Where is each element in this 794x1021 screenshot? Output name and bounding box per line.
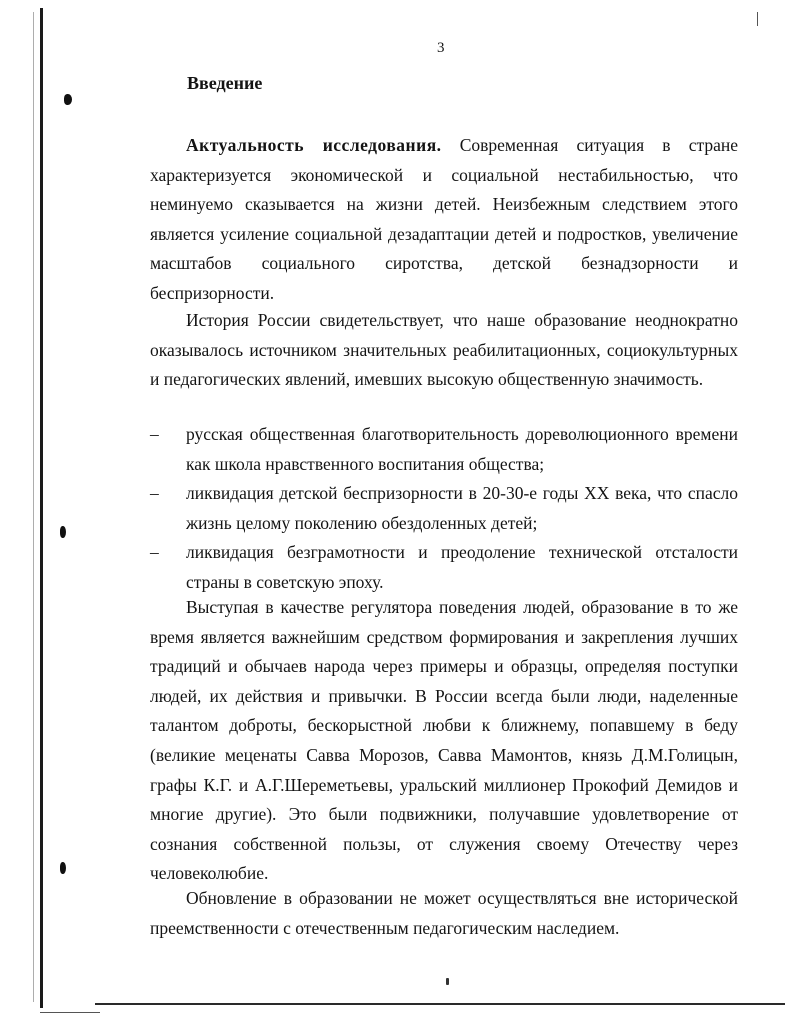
list-dash: – xyxy=(150,542,159,563)
section-heading: Введение xyxy=(187,73,263,93)
binding-hole-mark xyxy=(64,94,72,105)
list-item xyxy=(150,479,738,538)
list-item-text: ликвидация безграмотности и преодоление технической отсталости страны в советскую эпоху. xyxy=(186,542,738,592)
list-item-text: ликвидация детской беспризорности в 20-30-е годы XX века, что спасло жизнь целому поколению обездоленных детей; xyxy=(186,483,738,533)
paragraph-history: История России свидетельствует, что наше образование неоднократно оказывалось источником значительных реабилитационных, социокультурных и педагогических явлений, имевших высокую общественную значимость. xyxy=(150,310,738,390)
page-number: 3 xyxy=(437,40,445,56)
binding-hole-mark xyxy=(60,862,66,874)
binding-hole-mark xyxy=(60,526,66,538)
list-item xyxy=(150,420,738,479)
scan-dot xyxy=(446,978,449,985)
scan-right-mark xyxy=(757,12,758,26)
paragraph-regulator: Выступая в качестве регулятора поведения людей, образование в то же время является важнейшим средством формирования и закрепления лучших традиций и обычаев народа через примеры и образцы, определяя поступки людей, их действия и привычки. В России всегда были люди, наделенные талантом доброты, бескорыстной любви к ближнему, попавшему в беду (великие меценаты Савва Морозов, Савва Мамонтов, князь Д.М.Голицын, графы К.Г. и А.Г.Шереметьевы, уральский миллионер Прокофий Демидов и многие другие). Это были подвижники, получавшие удовлетворение от сознания собственной пользы, от служения своему Отечеству через человеколюбие. xyxy=(150,597,738,884)
achievements-list xyxy=(150,420,738,598)
scan-left-border xyxy=(40,8,43,1008)
paragraph-renewal: Обновление в образовании не может осуществляться вне исторической преемственности с отечественным педагогическим наследием. xyxy=(150,888,738,938)
list-dash: – xyxy=(150,483,159,504)
list-item xyxy=(150,538,738,597)
list-item-text: русская общественная благотворительность дореволюционного времени как школа нравственного воспитания общества; xyxy=(186,424,738,474)
paragraph-relevance xyxy=(150,131,738,309)
list-dash: – xyxy=(150,424,159,444)
paragraph-text: Современная ситуация в стране характеризуется экономической и социальной нестабильностью, что неминуемо сказывается на жизни детей. Неизбежным следствием этого является усиление социальной дезадаптации детей и подростков, увеличение масштабов социального сиротства, детской безнадзорности и беспризорности. xyxy=(150,135,738,303)
scan-bottom-line xyxy=(95,1003,785,1005)
paragraph-lead: Актуальность исследования. xyxy=(186,135,442,155)
scan-left-faint-line xyxy=(33,12,34,1002)
scan-bottom-line xyxy=(40,1012,100,1013)
